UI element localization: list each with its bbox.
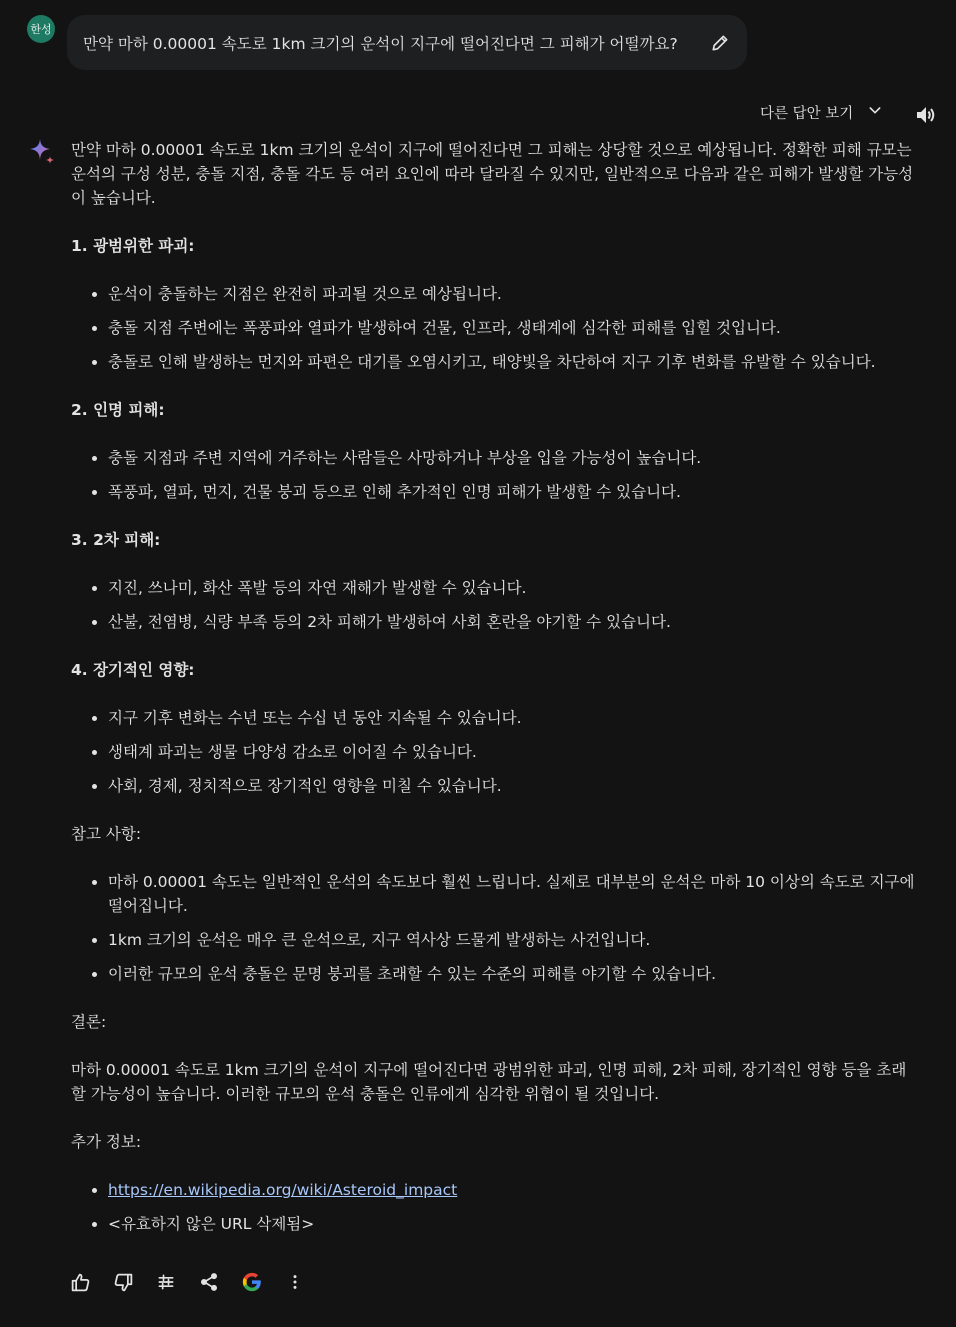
section-title: 2. 인명 피해: xyxy=(71,401,165,419)
wikipedia-link[interactable]: https://en.wikipedia.org/wiki/Asteroid_impact xyxy=(108,1181,458,1199)
chevron-down-icon xyxy=(867,102,883,122)
response-actions xyxy=(68,1270,326,1294)
list-item: • 생태계 파괴는 생물 다양성 감소로 이어질 수 있습니다. xyxy=(108,740,916,764)
section-title: 1. 광범위한 파괴: xyxy=(71,237,195,255)
speaker-icon[interactable] xyxy=(914,103,938,127)
list-item xyxy=(108,1178,916,1202)
gemini-sparkle-icon xyxy=(28,138,56,166)
bullet-list xyxy=(71,870,916,986)
bullet-list xyxy=(71,576,916,634)
user-avatar: 한성 xyxy=(27,15,55,43)
more-vert-icon[interactable] xyxy=(283,1270,307,1294)
list-item: • 1km 크기의 운석은 매우 큰 운석으로, 지구 역사상 드물게 발생하는 사건입니다. xyxy=(108,928,916,952)
thumbs-up-icon[interactable] xyxy=(68,1270,92,1294)
list-item: • 폭풍파, 열파, 먼지, 건물 붕괴 등으로 인해 추가적인 인명 피해가 발생할 수 있습니다. xyxy=(108,480,916,504)
user-prompt-bubble xyxy=(67,15,747,70)
response-content xyxy=(71,138,916,1260)
bullet-list xyxy=(71,1178,916,1236)
extra-info-title: 추가 정보: xyxy=(71,1133,142,1151)
notes-title: 참고 사항: xyxy=(71,825,142,843)
show-drafts-label: 다른 답안 보기 xyxy=(760,105,854,122)
bullet-list xyxy=(71,282,916,374)
modify-response-icon[interactable] xyxy=(154,1270,178,1294)
user-prompt-text: 만약 마하 0.00001 속도로 1km 크기의 운석이 지구에 떨어진다면 그 피해가 어떨까요? xyxy=(83,34,678,53)
list-item: • 충돌 지점과 주변 지역에 거주하는 사람들은 사망하거나 부상을 입을 가능성이 높습니다. xyxy=(108,446,916,470)
list-item: • 산불, 전염병, 식량 부족 등의 2차 피해가 발생하여 사회 혼란을 야기할 수 있습니다. xyxy=(108,610,916,634)
conclusion-text: 마하 0.00001 속도로 1km 크기의 운석이 지구에 떨어진다면 광범위한 파괴, 인명 피해, 2차 피해, 장기적인 영향 등을 초래할 가능성이 높습니다. 이러한 규모의 운석 충돌은 인류에게 심각한 위협이 될 것입니다. xyxy=(71,1061,907,1103)
list-item: • 지구 기후 변화는 수년 또는 수십 년 동안 지속될 수 있습니다. xyxy=(108,706,916,730)
section-title: 4. 장기적인 영향: xyxy=(71,661,195,679)
bullet-list xyxy=(71,706,916,798)
list-item: • 사회, 경제, 정치적으로 장기적인 영향을 미칠 수 있습니다. xyxy=(108,774,916,798)
list-item: • 충돌 지점 주변에는 폭풍파와 열파가 발생하여 건물, 인프라, 생태계에 심각한 피해를 입힐 것입니다. xyxy=(108,316,916,340)
show-drafts-button[interactable] xyxy=(760,98,883,126)
thumbs-down-icon[interactable] xyxy=(111,1270,135,1294)
list-item: • 마하 0.00001 속도는 일반적인 운석의 속도보다 훨씬 느립니다. 실제로 대부분의 운석은 마하 10 이상의 속도로 지구에 떨어집니다. xyxy=(108,870,916,918)
section-title: 3. 2차 피해: xyxy=(71,531,161,549)
share-icon[interactable] xyxy=(197,1270,221,1294)
response-intro: 만약 마하 0.00001 속도로 1km 크기의 운석이 지구에 떨어진다면 그 피해는 상당할 것으로 예상됩니다. 정확한 피해 규모는 운석의 구성 성분, 충돌 지점, 충돌 각도 등 여러 요인에 따라 달라질 수 있지만, 일반적으로 다음과 같은 피해가 발생할 가능성이 높습니다. xyxy=(71,141,914,207)
list-item: • 지진, 쓰나미, 화산 폭발 등의 자연 재해가 발생할 수 있습니다. xyxy=(108,576,916,600)
list-item: • 충돌로 인해 발생하는 먼지와 파편은 대기를 오염시키고, 태양빛을 차단하여 지구 기후 변화를 유발할 수 있습니다. xyxy=(108,350,916,374)
google-icon[interactable] xyxy=(240,1270,264,1294)
conclusion-title: 결론: xyxy=(71,1013,107,1031)
pencil-icon[interactable] xyxy=(709,32,731,54)
list-item: • 운석이 충돌하는 지점은 완전히 파괴될 것으로 예상됩니다. xyxy=(108,282,916,306)
bullet-list xyxy=(71,446,916,504)
list-item: • <유효하지 않은 URL 삭제됨> xyxy=(108,1212,916,1236)
list-item: • 이러한 규모의 운석 충돌은 문명 붕괴를 초래할 수 있는 수준의 피해를 야기할 수 있습니다. xyxy=(108,962,916,986)
